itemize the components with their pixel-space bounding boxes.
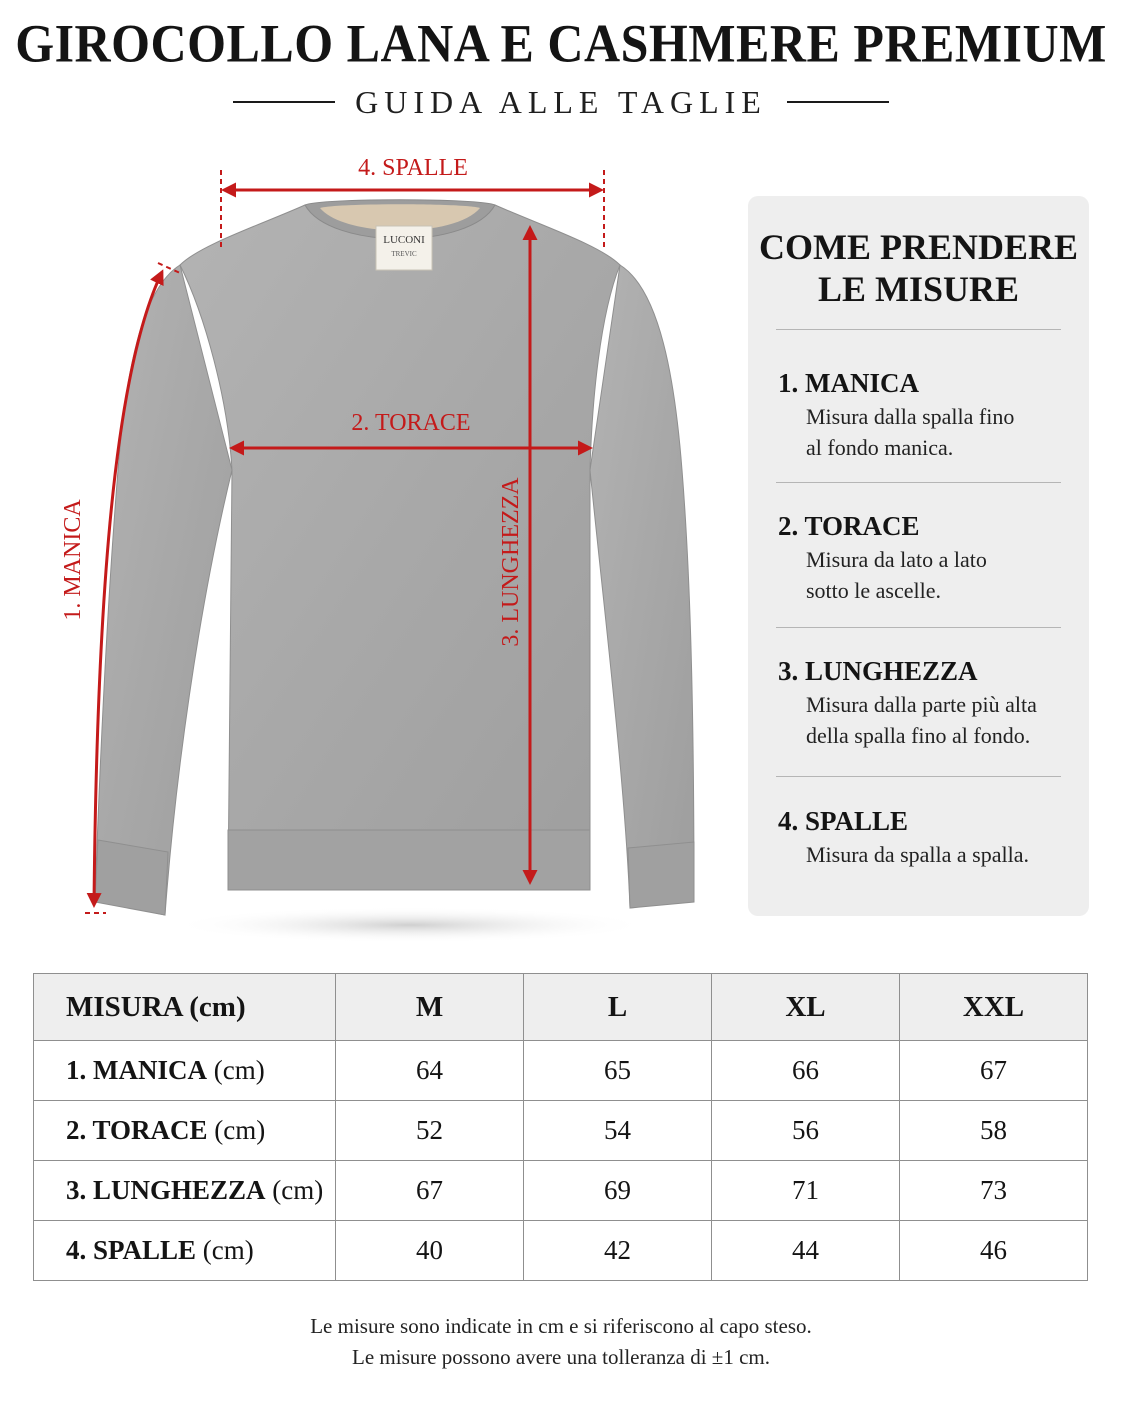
page-title: GIROCOLLO LANA E CASHMERE PREMIUM: [15, 12, 1107, 74]
garment-shadow: [170, 907, 650, 943]
table-cell: 73: [900, 1161, 1088, 1221]
row-label-name: 2. TORACE: [66, 1115, 208, 1145]
table-header-size-xxl: XXL: [900, 974, 1088, 1041]
panel-divider: [776, 776, 1061, 777]
page-subtitle: GUIDA ALLE TAGLIE: [355, 83, 767, 120]
shoulders-label: 4. SPALLE: [358, 155, 468, 181]
instruction-shoulders: [778, 806, 1068, 870]
instruction-desc: Misura da spalla a spalla.: [806, 842, 1029, 867]
panel-divider: [776, 627, 1061, 628]
table-cell: 54: [524, 1101, 712, 1161]
table-row: [34, 1161, 1088, 1221]
instruction-length: [778, 656, 1068, 751]
table-header-row: [34, 974, 1088, 1041]
panel-divider: [776, 329, 1061, 330]
chest-label: 2. TORACE: [351, 410, 471, 436]
table-header-measure: MISURA (cm): [34, 974, 336, 1041]
length-label: 3. LUNGHEZZA: [498, 477, 524, 647]
size-table: [33, 973, 1088, 1281]
instruction-sleeve: [778, 368, 1068, 463]
instruction-desc: Misura da lato a lato sotto le ascelle.: [806, 547, 987, 603]
table-cell: 69: [524, 1161, 712, 1221]
table-row: [34, 1041, 1088, 1101]
instruction-title: 2. TORACE: [778, 511, 920, 541]
row-label-unit: (cm): [196, 1235, 254, 1265]
row-label-unit: (cm): [265, 1175, 324, 1205]
footnote: Le misure possono avere una tolleranza di ±1 cm.: [352, 1345, 770, 1369]
divider-right: [787, 101, 889, 103]
table-cell: 52: [336, 1101, 524, 1161]
table-row: [34, 1221, 1088, 1281]
brand-label: [376, 226, 432, 270]
table-header-size-xl: XL: [712, 974, 900, 1041]
table-cell: 65: [524, 1041, 712, 1101]
table-cell: 66: [712, 1041, 900, 1101]
table-cell: 67: [336, 1161, 524, 1221]
table-cell: 40: [336, 1221, 524, 1281]
footnotes: [0, 1311, 1122, 1373]
panel-title: COME PRENDERE LE MISURE: [758, 227, 1078, 309]
table-cell: 67: [900, 1041, 1088, 1101]
table-header-size-m: M: [336, 974, 524, 1041]
row-label: [34, 1221, 336, 1281]
table-cell: 71: [712, 1161, 900, 1221]
footnote: Le misure sono indicate in cm e si riferiscono al capo steso.: [310, 1314, 812, 1338]
right-sleeve: [590, 265, 694, 908]
row-label: [34, 1161, 336, 1221]
divider-left: [233, 101, 335, 103]
row-label-name: 1. MANICA: [66, 1055, 207, 1085]
instruction-title: 1. MANICA: [778, 368, 919, 398]
table-cell: 58: [900, 1101, 1088, 1161]
instruction-chest: [778, 511, 1068, 606]
table-cell: 42: [524, 1221, 712, 1281]
table-header-size-l: L: [524, 974, 712, 1041]
instruction-title: 4. SPALLE: [778, 806, 909, 836]
subtitle-row: [0, 84, 1122, 120]
sleeve-label: 1. MANICA: [60, 499, 86, 621]
table-cell: 56: [712, 1101, 900, 1161]
instruction-desc: Misura dalla parte più alta della spalla fino al fondo.: [806, 692, 1037, 748]
hem-rib: [228, 830, 590, 890]
sweater-diagram: [0, 140, 730, 950]
instruction-desc: Misura dalla spalla fino al fondo manica.: [806, 404, 1015, 460]
brand-label-name: LUCONI: [383, 234, 425, 246]
left-cuff: [95, 840, 168, 915]
table-cell: 64: [336, 1041, 524, 1101]
table-cell: 44: [712, 1221, 900, 1281]
left-sleeve: [95, 265, 232, 915]
instruction-title: 3. LUNGHEZZA: [778, 656, 978, 686]
brand-label-line: TREVIC: [391, 250, 417, 258]
row-label: [34, 1041, 336, 1101]
table-cell: 46: [900, 1221, 1088, 1281]
row-label: [34, 1101, 336, 1161]
row-label-unit: (cm): [207, 1055, 265, 1085]
table-row: [34, 1101, 1088, 1161]
row-label-name: 4. SPALLE: [66, 1235, 197, 1265]
measuring-instructions-panel: [748, 196, 1089, 916]
row-label-name: 3. LUNGHEZZA: [66, 1175, 266, 1205]
panel-divider: [776, 482, 1061, 483]
sweater-body: [180, 205, 620, 890]
right-cuff: [628, 842, 694, 908]
row-label-unit: (cm): [207, 1115, 266, 1145]
